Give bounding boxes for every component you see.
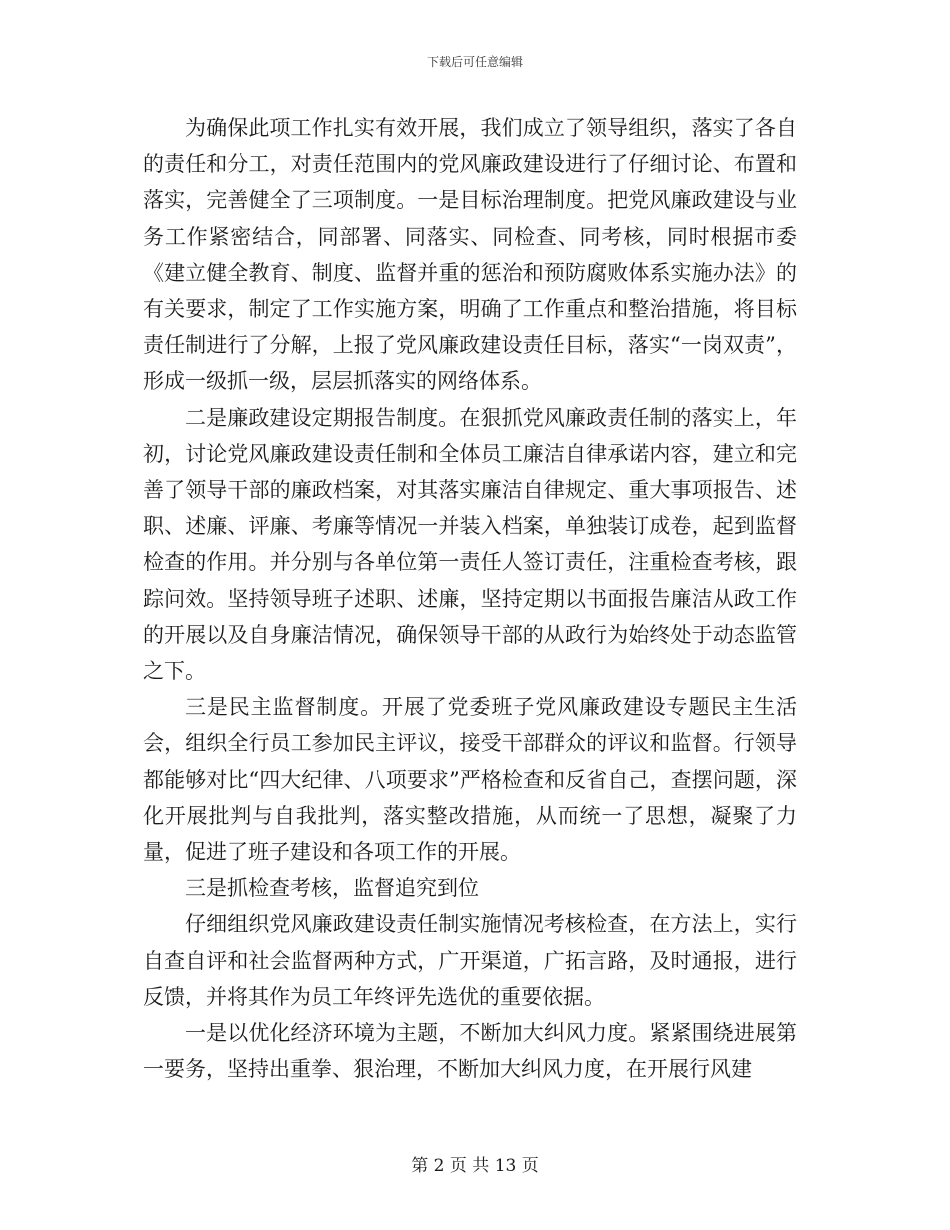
header-note: 下载后可任意编辑 — [426, 55, 523, 69]
paragraph-target-management: 为确保此项工作扎实有效开展，我们成立了领导组织，落实了各自的责任和分工，对责任范围内的党风廉政建设进行了仔细讨论、布置和落实，完善健全了三项制度。一是目标治理制度。把党风廉政建设与业务工作紧密结合，同部署、同落实、同检查、同考核，同时根据市委《建立健全教育、制度、监督并重的惩治和预防腐败体系实施办法》的有关要求，制定了工作实施方案，明确了工作重点和整治措施，将目标责任制进行了分解，上报了党风廉政建设责任目标，落实“一岗双责”，形成一级抓一级，层层抓落实的网络体系。 — [143, 116, 797, 394]
paragraph-economic-environment: 一是以优化经济环境为主题，不断加大纠风力度。紧紧围绕进展第一要务，坚持出重拳、狠治理，不断加大纠风力度，在开展行风建 — [143, 1021, 797, 1082]
document-body — [143, 110, 797, 1087]
page-number: 第 2 页 共 13 页 — [411, 1156, 539, 1176]
paragraph-report-system: 二是廉政建设定期报告制度。在狠抓党风廉政责任制的落实上，年初，讨论党风廉政建设责任制和全体员工廉洁自律承诺内容，建立和完善了领导干部的廉政档案，对其落实廉洁自律规定、重大事项报告、述职、述廉、评廉、考廉等情况一并装入档案，单独装订成卷，起到监督检查的作用。并分别与各单位第一责任人签订责任，注重检查考核，跟踪问效。坚持领导班子述职、述廉，坚持定期以书面报告廉洁从政工作的开展以及自身廉洁情况，确保领导干部的从政行为始终处于动态监管之下。 — [143, 405, 797, 684]
paragraph-democratic-supervision: 三是民主监督制度。开展了党委班子党风廉政建设专题民主生活会，组织全行员工参加民主评议，接受干部群众的评议和监督。行领导都能够对比“四大纪律、八项要求”严格检查和反省自己，查摆问题，深化开展批判与自我批判，落实整改措施，从而统一了思想，凝聚了力量，促进了班子建设和各项工作的开展。 — [143, 695, 797, 865]
paragraph-inspection: 仔细组织党风廉政建设责任制实施情况考核检查，在方法上，实行自查自评和社会监督两种方式，广开渠道，广拓言路，及时通报，进行反馈，并将其作为员工年终评先选优的重要依据。 — [143, 912, 797, 1009]
section-heading-inspection: 三是抓检查考核，监督追究到位 — [185, 876, 479, 901]
